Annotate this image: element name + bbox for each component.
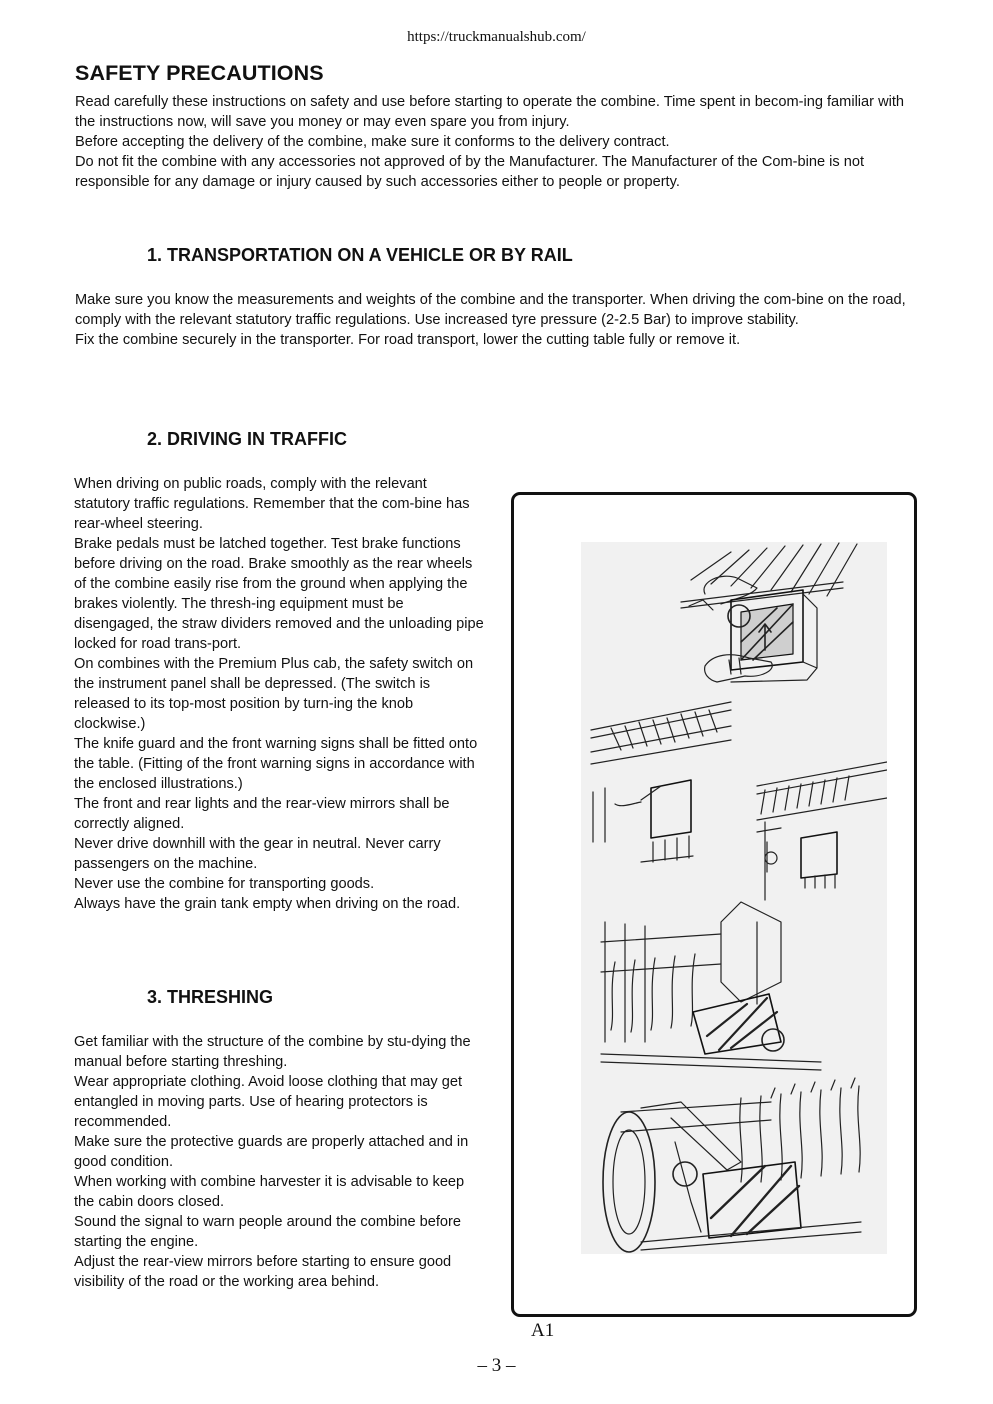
section-paragraph: Never use the combine for transporting goods.	[74, 876, 375, 892]
section-paragraph: The front and rear lights and the rear-view mirrors shall be correctly aligned.	[74, 796, 450, 832]
section-heading-threshing: 3. THRESHING	[147, 987, 274, 1007]
section-paragraph: When working with combine harvester it is advisable to keep the cabin doors closed.	[74, 1174, 465, 1210]
section-body-threshing	[74, 1032, 484, 1292]
section-paragraph: Sound the signal to warn people around the combine before starting the engine.	[74, 1214, 462, 1250]
intro-paragraph: Read carefully these instructions on safety and use before starting to operate the combine. Time spent in becom-ing familiar with the instructions now, will save you money or may even spare you from injury.	[75, 94, 905, 130]
source-url: https://truckmanualshub.com/	[407, 29, 586, 45]
section-body-transportation	[75, 290, 913, 350]
intro-paragraph: Do not fit the combine with any accessories not approved of by the Manufacturer. The Manufacturer of the Com-bine is not responsible for any damage or injury caused by such accessories either to people or property.	[75, 154, 865, 190]
section-heading-transportation: 1. TRANSPORTATION ON A VEHICLE OR BY RAIL	[147, 245, 573, 265]
section-paragraph: The knife guard and the front warning signs shall be fitted onto the table. (Fitting of the front warning signs in accordance with the enclosed illustrations.)	[74, 736, 478, 792]
page-title: SAFETY PRECAUTIONS	[75, 61, 324, 85]
intro-paragraph: Before accepting the delivery of the combine, make sure it conforms to the delivery contract.	[75, 134, 670, 150]
section-paragraph: Fix the combine securely in the transporter. For road transport, lower the cutting table fully or remove it.	[75, 332, 741, 348]
section-body-driving	[74, 474, 484, 914]
section-paragraph: Wear appropriate clothing. Avoid loose clothing that may get entangled in moving parts. Use of hearing protectors is recommended.	[74, 1074, 463, 1130]
section-paragraph: Adjust the rear-view mirrors before starting to ensure good visibility of the road or the working area behind.	[74, 1254, 452, 1290]
illustration-frame	[511, 492, 917, 1317]
page-number: – 3 –	[477, 1355, 516, 1376]
section-paragraph: On combines with the Premium Plus cab, the safety switch on the instrument panel shall be depressed. (The switch is released to its top-most position by turn-ing the knob clockwise.)	[74, 656, 474, 732]
section-paragraph: Never drive downhill with the gear in neutral. Never carry passengers on the machine.	[74, 836, 441, 872]
section-paragraph: Always have the grain tank empty when driving on the road.	[74, 896, 461, 912]
section-paragraph: When driving on public roads, comply with the relevant statutory traffic regulations. Remember that the com-bine has rear-wheel steering.	[74, 476, 470, 532]
section-paragraph: Brake pedals must be latched together. Test brake functions before driving on the road. Brake smoothly as the rear wheels of the combine easily rise from the ground when applying the brakes violently. The thresh-ing equipment must be disengaged, the straw dividers removed and the unloading pipe locked for road trans-port.	[74, 536, 484, 652]
intro-text	[75, 92, 913, 192]
figure-caption: A1	[531, 1320, 555, 1341]
warning-sign-fitting-illustration	[581, 542, 887, 1254]
section-heading-driving: 2. DRIVING IN TRAFFIC	[147, 429, 348, 449]
section-paragraph: Make sure you know the measurements and weights of the combine and the transporter. When driving the com-bine on the road, comply with the relevant statutory traffic regulations. Use increased tyre pressure (2-2.5 Bar) to improve stability.	[75, 292, 906, 328]
section-paragraph: Make sure the protective guards are properly attached and in good condition.	[74, 1134, 469, 1170]
section-paragraph: Get familiar with the structure of the combine by stu-dying the manual before starting threshing.	[74, 1034, 471, 1070]
